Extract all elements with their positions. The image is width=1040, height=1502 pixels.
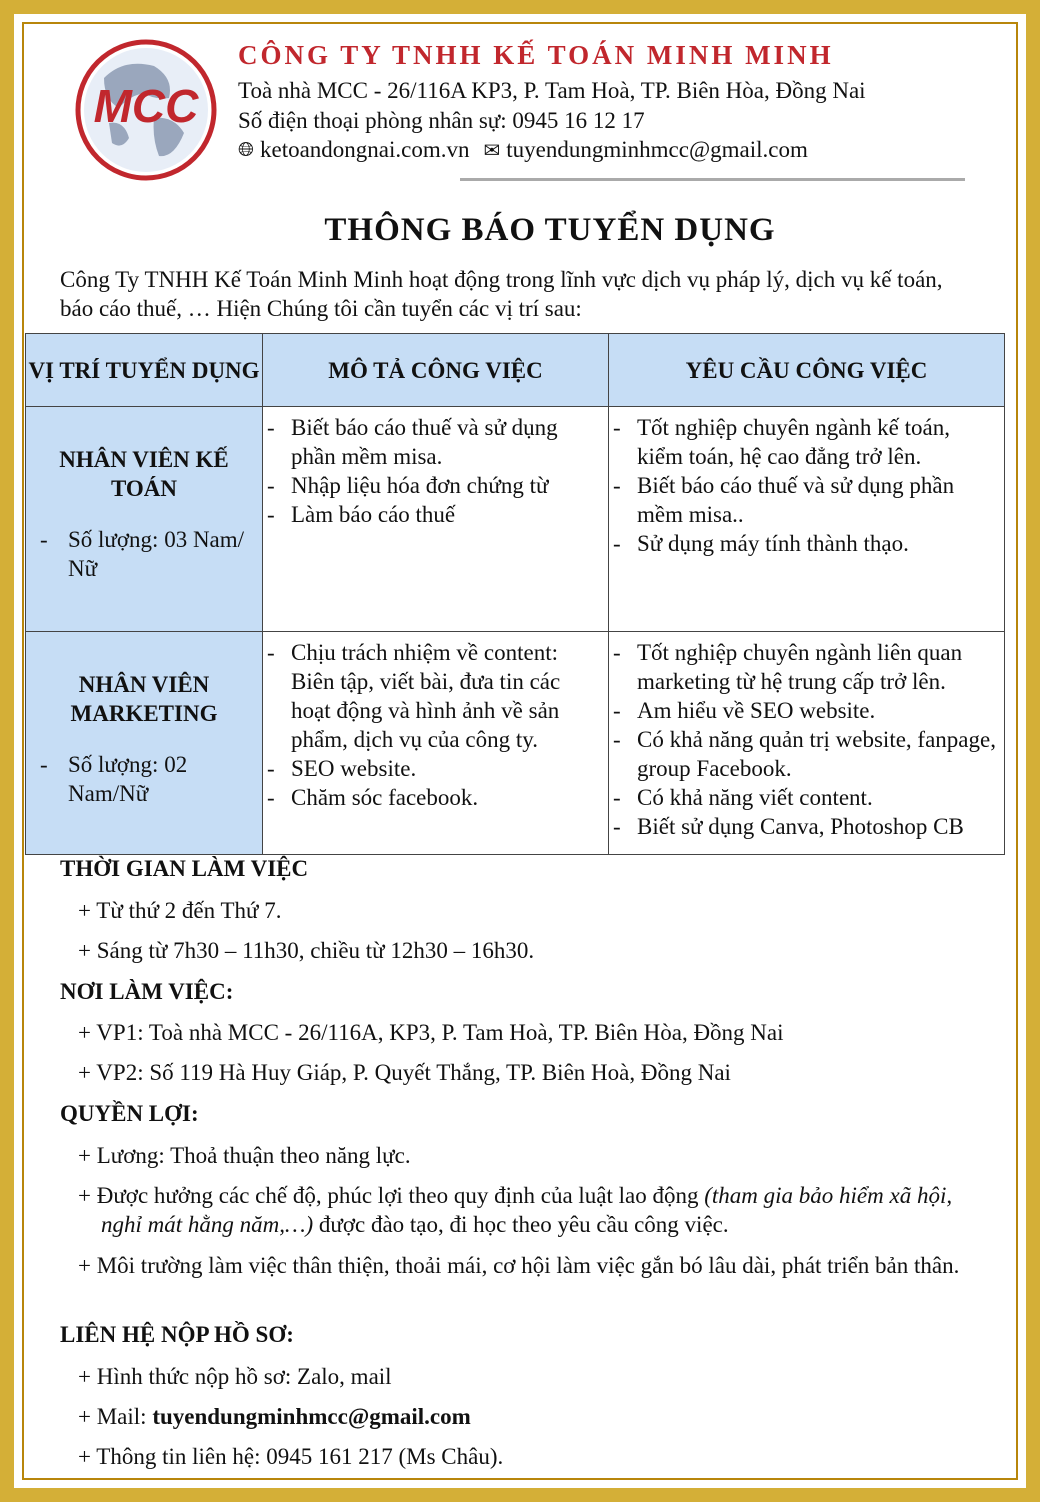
workplace-item: + VP1: Toà nhà MCC - 26/116A, KP3, P. Tam Hoà, TP. Biên Hòa, Đồng Nai	[78, 1020, 784, 1045]
benefits-heading: QUYỀN LỢI:	[60, 1101, 199, 1126]
contact-line	[238, 137, 808, 163]
position-title: NHÂN VIÊN KẾ TOÁN	[59, 447, 229, 501]
hr-phone: Số điện thoại phòng nhân sự: 0945 16 12 17	[238, 108, 645, 133]
benefits-item: + Môi trường làm việc thân thiện, thoải mái, cơ hội làm việc gắn bó lâu dài, phát triển bản thân.	[78, 1253, 960, 1278]
jobs-table	[25, 333, 1005, 855]
company-name: CÔNG TY TNHH KẾ TOÁN MINH MINH	[238, 40, 834, 70]
list-item: - Tốt nghiệp chuyên ngành liên quan marketing từ hệ trung cấp trở lên.	[613, 640, 963, 694]
working-time-heading: THỜI GIAN LÀM VIỆC	[60, 856, 309, 881]
list-item: - Biết sử dụng Canva, Photoshop CB	[613, 814, 964, 839]
list-item: - Tốt nghiệp chuyên ngành kế toán, kiểm toán, hệ cao đẳng trở lên.	[613, 415, 950, 469]
position-quantity: - Số lượng: 02 Nam/Nữ	[40, 752, 188, 806]
website-link[interactable]: ketoandongnai.com.vn	[260, 137, 470, 162]
description-cell	[263, 407, 609, 632]
position-title: NHÂN VIÊN MARKETING	[70, 672, 218, 726]
page-title: THÔNG BÁO TUYỂN DỤNG	[324, 212, 776, 248]
list-item: - Nhập liệu hóa đơn chứng từ	[267, 473, 549, 498]
list-item: - Biết báo cáo thuế và sử dụng phần mềm misa.	[267, 415, 558, 469]
list-item: - Có khả năng viết content.	[613, 785, 873, 810]
requirements-cell	[609, 632, 1005, 855]
position-cell	[26, 407, 263, 632]
globe-icon: 🌐︎	[238, 138, 254, 161]
workplace-heading: NƠI LÀM VIỆC:	[60, 979, 234, 1004]
requirements-cell	[609, 407, 1005, 632]
mail-link[interactable]: tuyendungminhmcc@gmail.com	[152, 1404, 471, 1429]
header-description: MÔ TẢ CÔNG VIỆC	[263, 334, 609, 407]
description-cell	[263, 632, 609, 855]
contact-item: + Hình thức nộp hồ sơ: Zalo, mail	[78, 1364, 392, 1389]
working-time-item: + Từ thứ 2 đến Thứ 7.	[78, 898, 282, 923]
email-link[interactable]: tuyendungminhmcc@gmail.com	[506, 137, 808, 162]
contact-heading: LIÊN HỆ NỘP HỒ SƠ:	[60, 1322, 294, 1347]
position-quantity: - Số lượng: 03 Nam/ Nữ	[40, 527, 245, 581]
contact-mail: + Mail: tuyendungminhmcc@gmail.com	[78, 1404, 471, 1429]
svg-text:MCC: MCC	[93, 80, 199, 132]
list-item: - Chịu trách nhiệm về content: Biên tập, viết bài, đưa tin các hoạt động và hình ảnh về sản phẩm, dịch vụ của công ty.	[267, 640, 561, 752]
list-item: - Chăm sóc facebook.	[267, 785, 479, 810]
header-divider	[460, 178, 965, 181]
list-item: - Biết báo cáo thuế và sử dụng phần mềm misa..	[613, 473, 955, 527]
list-item: - Sử dụng máy tính thành thạo.	[613, 531, 909, 556]
position-cell	[26, 632, 263, 855]
benefits-item: + Được hưởng các chế độ, phúc lợi theo quy định của luật lao động (tham gia bảo hiểm xã hội, nghỉ mát hằng năm,…) được đào tạo, đi học theo yêu cầu công việc.	[78, 1183, 953, 1237]
workplace-item: + VP2: Số 119 Hà Huy Giáp, P. Quyết Thắng, TP. Biên Hoà, Đồng Nai	[78, 1060, 731, 1085]
benefits-item: + Lương: Thoả thuận theo năng lực.	[78, 1143, 411, 1168]
table-header-row	[26, 334, 1005, 407]
list-item: - SEO website.	[267, 756, 417, 781]
working-time-item: + Sáng từ 7h30 – 11h30, chiều từ 12h30 – 16h30.	[78, 938, 535, 963]
list-item: - Am hiểu về SEO website.	[613, 698, 876, 723]
list-item: - Có khả năng quản trị website, fanpage, group Facebook.	[613, 727, 996, 781]
mcc-logo	[74, 38, 218, 182]
intro-paragraph: Công Ty TNHH Kế Toán Minh Minh hoạt động trong lĩnh vực dịch vụ pháp lý, dịch vụ kế toán, báo cáo thuế, … Hiện Chúng tôi cần tuyển các vị trí sau:	[60, 267, 943, 321]
header-requirements: YÊU CẦU CÔNG VIỆC	[609, 334, 1005, 407]
list-item: - Làm báo cáo thuế	[267, 502, 456, 527]
header-position: VỊ TRÍ TUYỂN DỤNG	[26, 334, 263, 407]
envelope-icon: ✉	[483, 139, 501, 162]
company-address: Toà nhà MCC - 26/116A KP3, P. Tam Hoà, TP. Biên Hòa, Đồng Nai	[238, 78, 866, 103]
contact-item: + Thông tin liên hệ: 0945 161 217 (Ms Châu).	[78, 1444, 504, 1469]
table-row	[26, 407, 1005, 632]
table-row	[26, 632, 1005, 855]
